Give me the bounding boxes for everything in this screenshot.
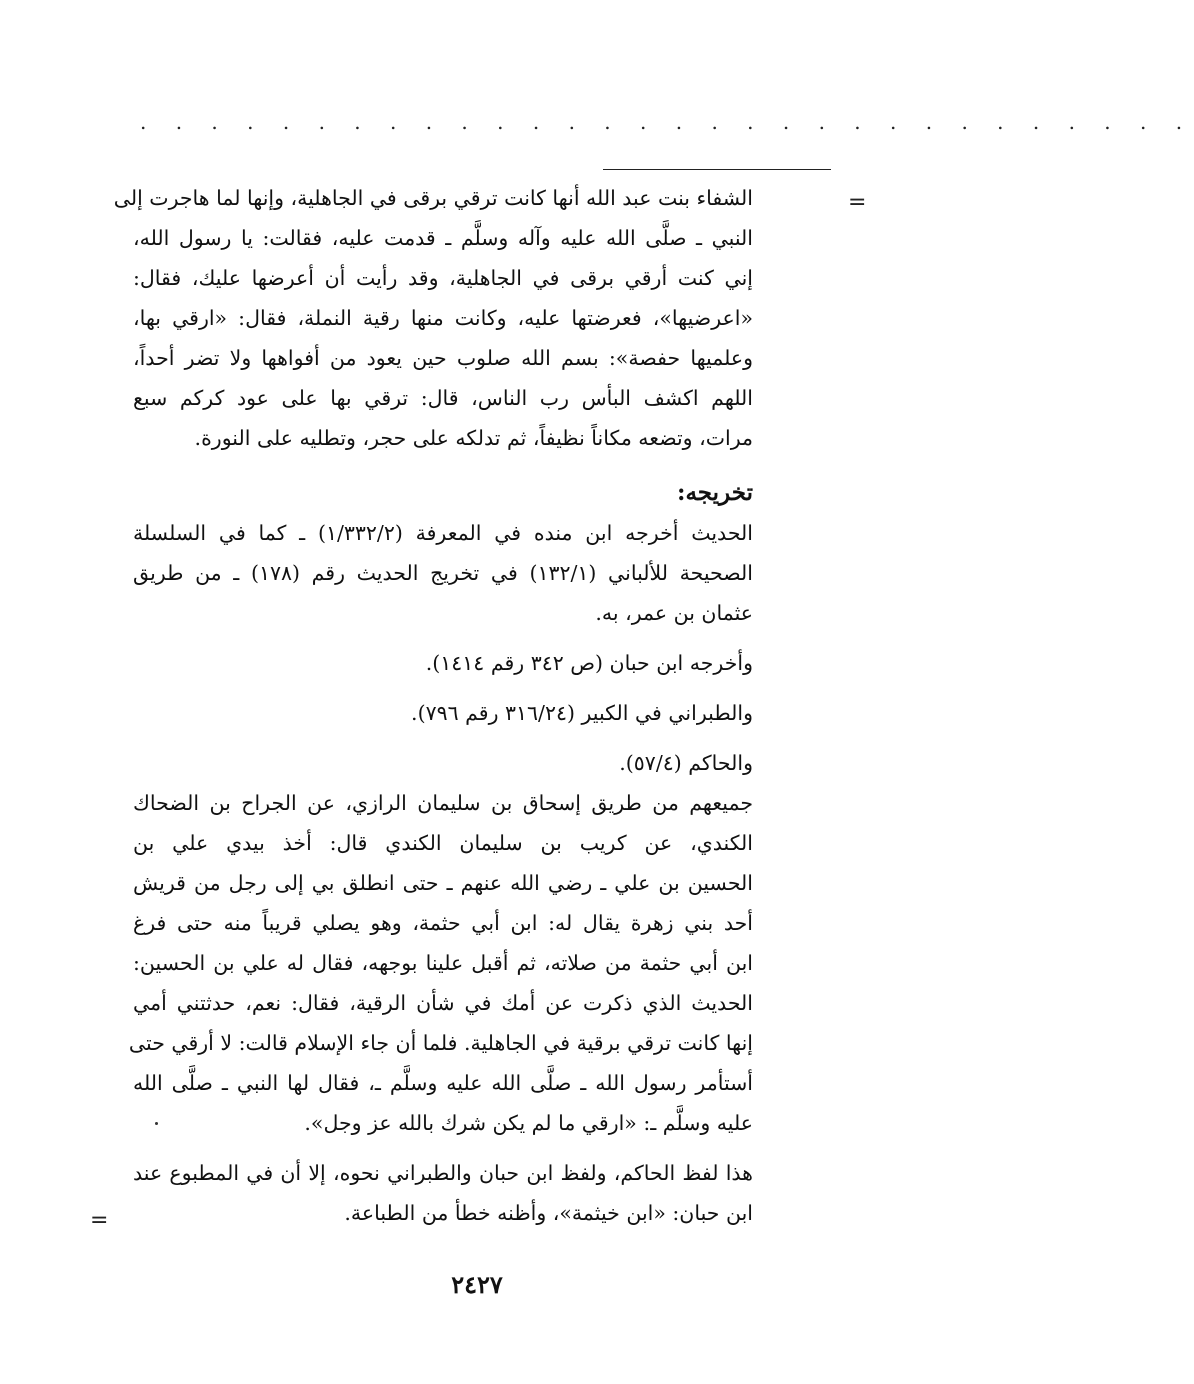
paragraph-line: ابن أبي حثمة من صلاته، ثم أقبل علينا بوجهه، فقال له علي بن الحسين: — [133, 951, 753, 975]
takhrij-section — [128, 473, 753, 1233]
paragraph-line: أحد بني زهرة يقال له: ابن أبي حثمة، وهو يصلي قريباً منه حتى فرغ — [133, 911, 753, 935]
paragraph-line: الحسين بن علي ـ رضي الله عنهم ـ حتى انطلق بي إلى رجل من قريش — [133, 871, 753, 895]
footnote-line: وعلميها حفصة»: بسم الله صلوب حين يعود من أفواهها ولا تضر أحداً، — [133, 346, 753, 370]
page-number: ٢٤٢٧ — [451, 1270, 503, 1299]
ink-speck — [155, 1122, 158, 1125]
dotted-separator: . . . . . . . . . . . . . . . . . . . . . . . . . . . . . . — [140, 110, 1194, 134]
paragraph-line: وأخرجه ابن حبان (ص ٣٤٢ رقم ١٤١٤). — [425, 651, 753, 675]
continuation-mark-top: = — [848, 190, 867, 215]
paragraph-line: الصحيحة للألباني (١٣٢/١) في تخريج الحديث رقم (١٧٨) ـ من طريق — [133, 561, 753, 585]
paragraph-line: إنها كانت ترقي برقية في الجاهلية. فلما أن جاء الإسلام قالت: لا أرقي حتى — [128, 1031, 753, 1055]
paragraph-line: والحاكم (٥٧/٤). — [619, 751, 753, 775]
paragraph-line: والطبراني في الكبير (٣١٦/٢٤ رقم ٧٩٦). — [411, 701, 753, 725]
paragraph-line: عليه وسلَّم ـ: «ارقي ما لم يكن شرك بالله عز وجل». — [304, 1111, 753, 1135]
paragraph-line: هذا لفظ الحاكم، ولفظ ابن حبان والطبراني نحوه، إلا أن في المطبوع عند — [133, 1161, 753, 1185]
paragraph-line: جميعهم من طريق إسحاق بن سليمان الرازي، عن الجراح بن الضحاك — [133, 791, 753, 815]
footnote-line: «اعرضيها»، فعرضتها عليه، وكانت منها رقية النملة، فقال: «ارقي بها، — [133, 306, 753, 330]
section-heading: تخريجه: — [676, 479, 753, 506]
footnote-line: النبي ـ صلَّى الله عليه وآله وسلَّم ـ قدمت عليه، فقالت: يا رسول الله، — [133, 226, 753, 250]
footnote-continuation — [113, 178, 753, 458]
continuation-mark-bottom: = — [90, 1208, 109, 1233]
paragraph-line: عثمان بن عمر، به. — [595, 601, 753, 625]
footnote-line: الشفاء بنت عبد الله أنها كانت ترقي برقى في الجاهلية، وإنها لما هاجرت إلى — [113, 186, 753, 210]
paragraph-line: الكندي، عن كريب بن سليمان الكندي قال: أخذ بيدي علي بن — [133, 831, 753, 855]
paragraph-line: أستأمر رسول الله ـ صلَّى الله عليه وسلَّم ـ، فقال لها النبي ـ صلَّى الله — [133, 1071, 753, 1095]
footnote-line: اللهم اكشف البأس رب الناس، قال: ترقي بها على عود كركم سبع — [133, 386, 753, 410]
footnote-line: مرات، وتضعه مكاناً نظيفاً، ثم تدلكه على حجر، وتطليه على النورة. — [194, 426, 753, 450]
paragraph-line: الحديث الذي ذكرت عن أمك في شأن الرقية، فقال: نعم، حدثتني أمي — [133, 991, 753, 1015]
paragraph-line: الحديث أخرجه ابن منده في المعرفة (١/٣٣٢/٢) ـ كما في السلسلة — [133, 521, 753, 545]
footnote-line: إني كنت أرقي برقى في الجاهلية، وقد رأيت أن أعرضها عليك، فقال: — [133, 266, 753, 290]
footnote-rule — [603, 169, 831, 170]
paragraph-line: ابن حبان: «ابن خيثمة»، وأظنه خطأ من الطباعة. — [344, 1201, 753, 1225]
